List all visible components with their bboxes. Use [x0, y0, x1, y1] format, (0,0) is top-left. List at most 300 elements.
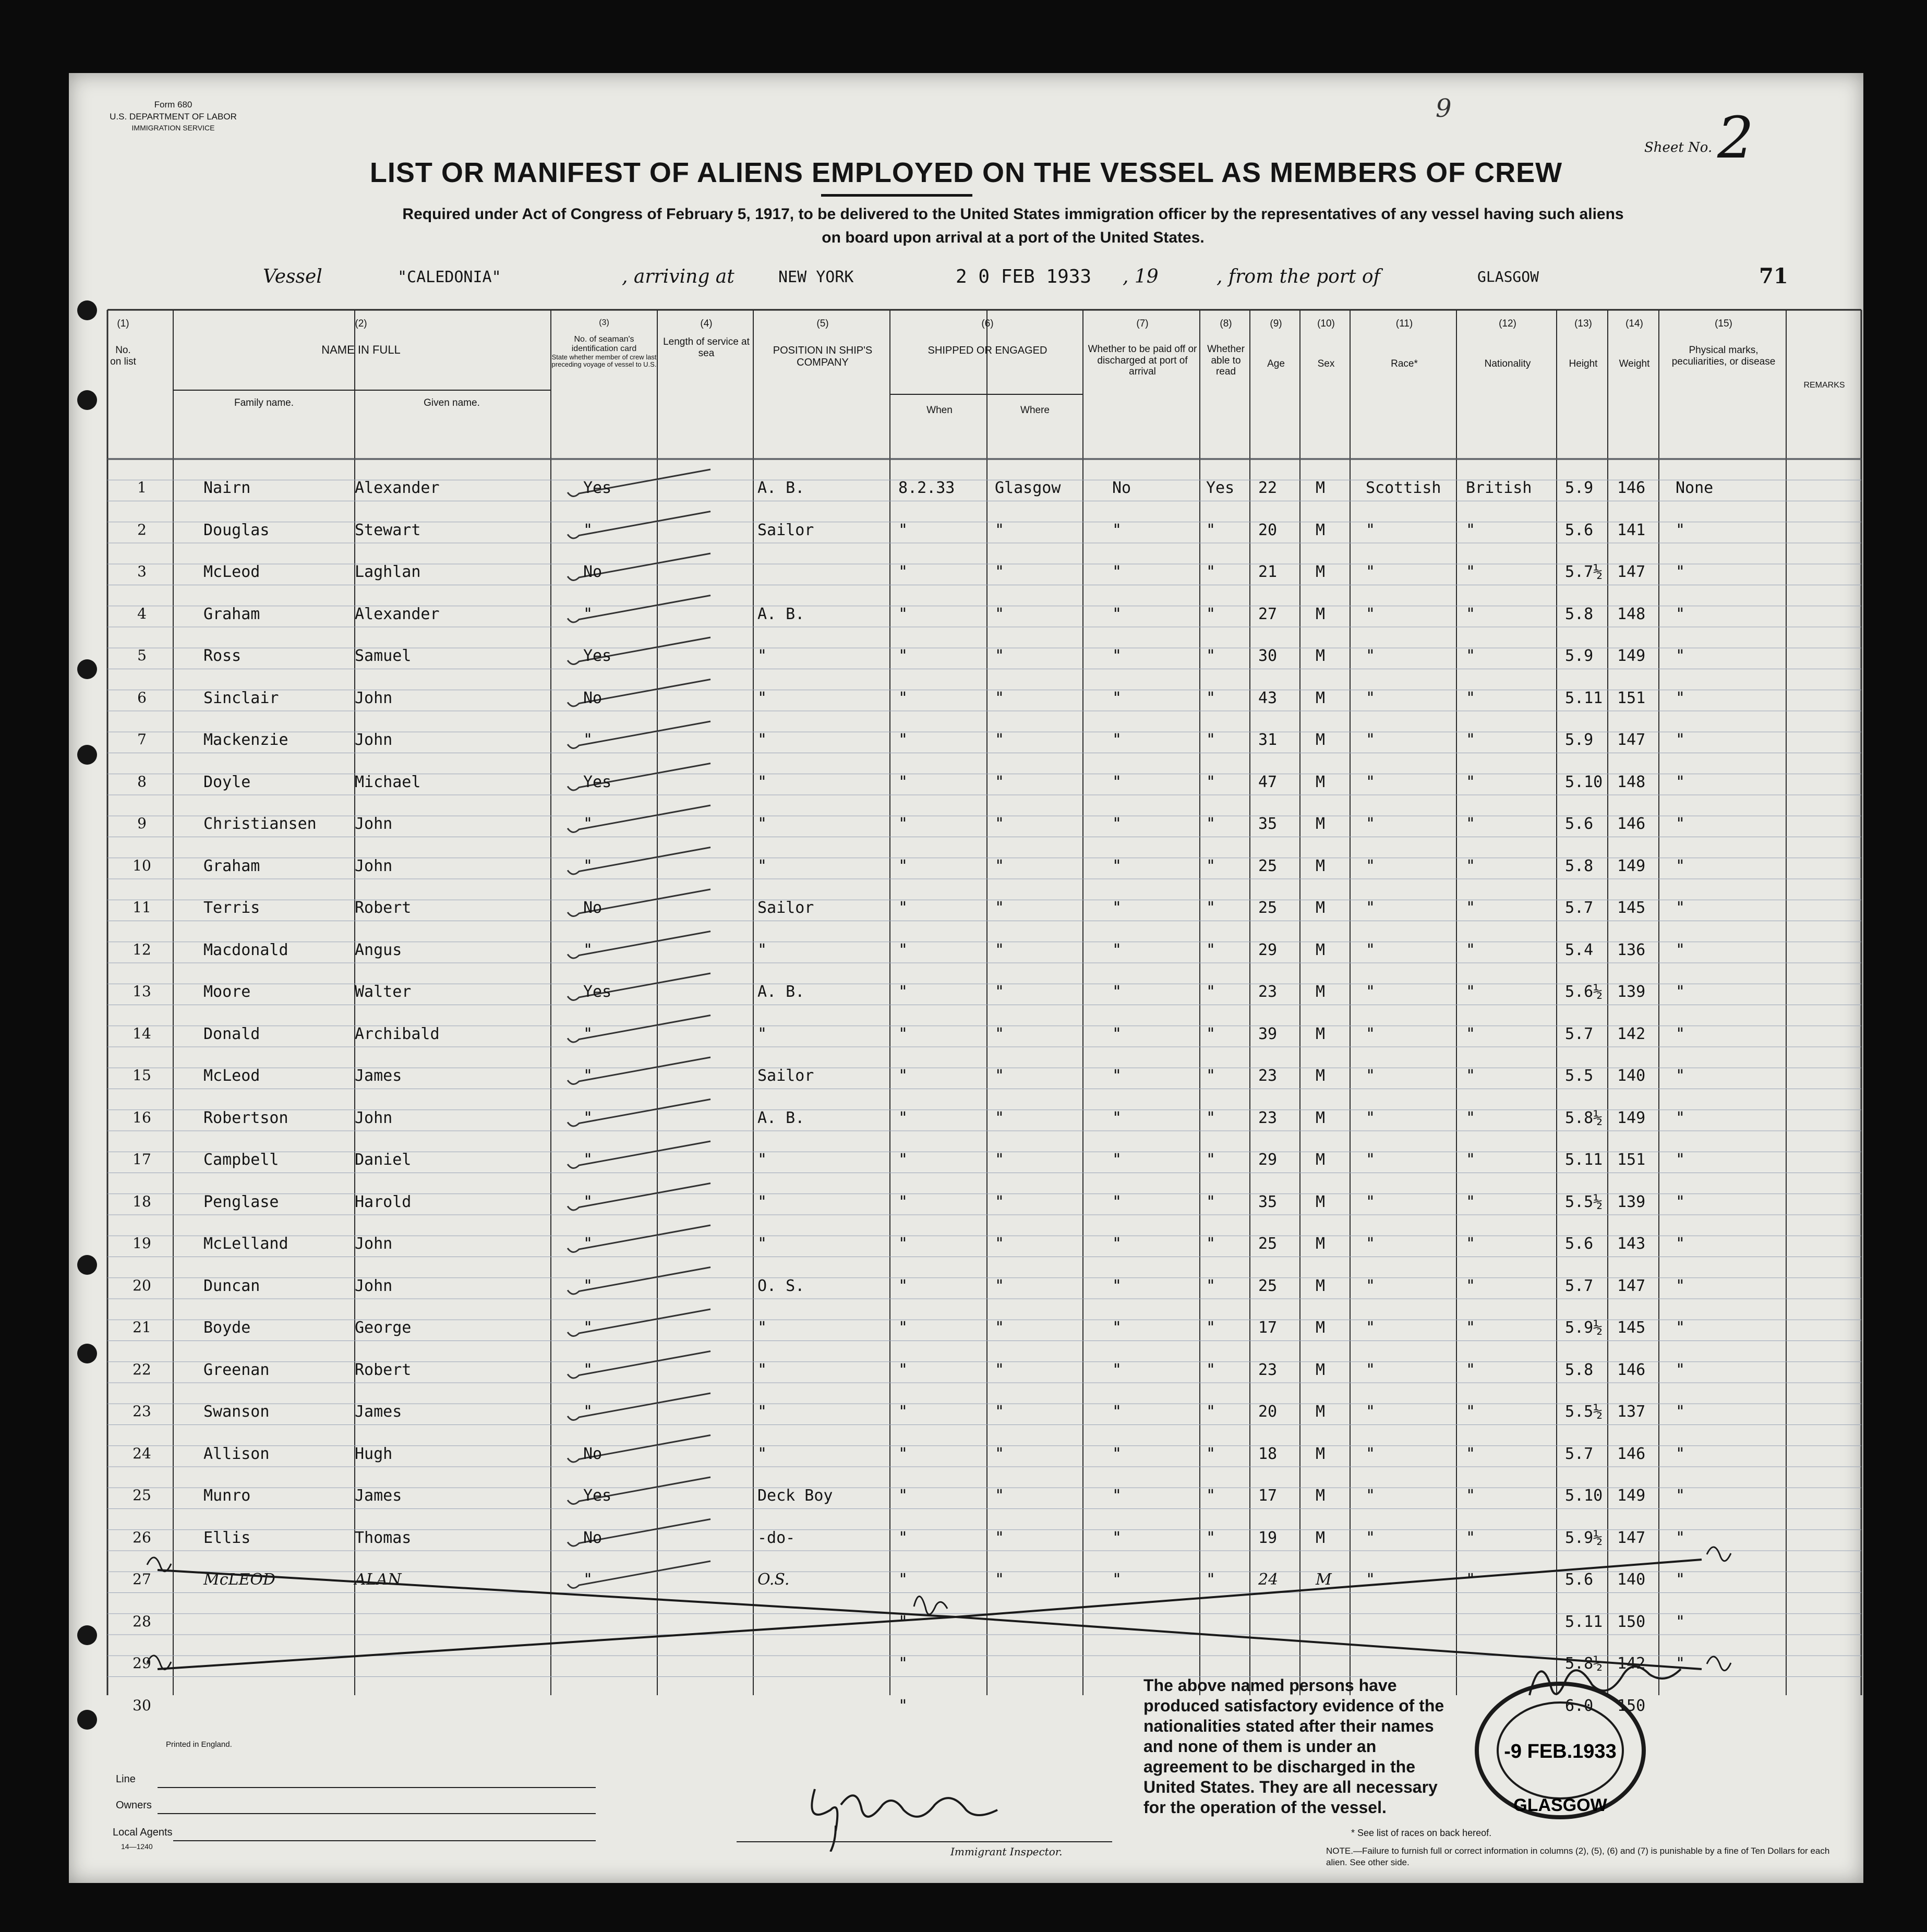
cell-weight: 137	[1617, 1403, 1646, 1421]
cell-family: Graham	[203, 856, 260, 875]
cell-read: "	[1206, 1360, 1216, 1379]
cell-paid: "	[1112, 1151, 1122, 1169]
cell-where: "	[995, 1024, 1005, 1043]
cell-card: "	[583, 1024, 593, 1043]
cell-marks: "	[1676, 1571, 1685, 1589]
col-12-number: (12)	[1499, 318, 1516, 329]
cell-sex: M	[1316, 647, 1326, 665]
subtitle-line-1: Required under Act of Congress of February 5, 1917, to be delivered to the United States immigration officer by the representatives of any vessel having such aliens	[402, 206, 1624, 223]
cell-pos: "	[757, 940, 767, 959]
cell-card: "	[583, 1403, 593, 1421]
page-title: LIST OR MANIFEST OF ALIENS EMPLOYED ON THE VESSEL AS MEMBERS OF CREW	[369, 157, 1563, 188]
cell-height: 5.9	[1565, 731, 1594, 749]
cell-age: 47	[1258, 772, 1278, 791]
col-3-sublabel: State whether member of crew last preceding voyage of vessel to U.S.	[551, 353, 657, 369]
cell-when: "	[898, 1360, 908, 1379]
row-number: 19	[133, 1235, 151, 1252]
cell-nat: "	[1466, 1319, 1476, 1337]
row-number: 20	[133, 1276, 151, 1294]
cell-when: "	[898, 1108, 908, 1127]
cell-sex: M	[1316, 815, 1326, 833]
cell-marks: "	[1676, 647, 1685, 665]
row-number: 16	[133, 1108, 151, 1126]
cell-nat: "	[1466, 940, 1476, 959]
inspector-signature	[799, 1768, 1112, 1852]
cell-given: Harold	[355, 1192, 412, 1211]
col-13-number: (13)	[1574, 318, 1592, 329]
row-number: 25	[133, 1487, 151, 1504]
cell-height: 6.0	[1565, 1696, 1594, 1715]
cell-read: "	[1206, 983, 1216, 1001]
cell-weight: 141	[1617, 521, 1646, 539]
cell-nat: "	[1466, 1151, 1476, 1169]
cell-read: "	[1206, 772, 1216, 791]
line-label: Line	[116, 1773, 136, 1785]
cell-when: "	[898, 521, 908, 539]
cell-age: 35	[1258, 815, 1278, 833]
cell-family: McLelland	[203, 1235, 288, 1253]
cell-card: Yes	[583, 1487, 612, 1505]
cell-weight: 146	[1617, 815, 1646, 833]
cell-card: "	[583, 1192, 593, 1211]
cell-sex: M	[1316, 1235, 1326, 1253]
cell-family: Moore	[203, 983, 251, 1001]
cell-race: "	[1366, 815, 1376, 833]
cell-weight: 150	[1617, 1612, 1646, 1631]
cell-when: "	[898, 1403, 908, 1421]
cell-weight: 136	[1617, 940, 1646, 959]
cell-when: "	[898, 1696, 908, 1715]
year-label: , 19	[1123, 266, 1159, 287]
cell-nat: "	[1466, 1444, 1476, 1463]
cell-card: "	[583, 1276, 593, 1295]
cell-given: Thomas	[355, 1528, 412, 1547]
cell-pos: "	[757, 1235, 767, 1253]
cell-pos: "	[757, 647, 767, 665]
cell-nat: "	[1466, 1571, 1476, 1589]
cell-marks: "	[1676, 1612, 1685, 1631]
cell-when: "	[898, 940, 908, 959]
cell-sex: M	[1316, 772, 1326, 791]
col-10-label: Sex	[1317, 358, 1335, 370]
cell-weight: 142	[1617, 1655, 1646, 1673]
cell-marks: "	[1676, 1444, 1685, 1463]
cell-marks: "	[1676, 983, 1685, 1001]
cell-where: "	[995, 731, 1005, 749]
sheet-label: Sheet No.	[1644, 140, 1713, 155]
cell-marks: "	[1676, 899, 1685, 917]
cell-where: "	[995, 647, 1005, 665]
cell-when: "	[898, 856, 908, 875]
cell-age: 23	[1258, 983, 1278, 1001]
cell-family: McLeod	[203, 563, 260, 581]
cell-race: "	[1366, 1487, 1376, 1505]
cell-card: "	[583, 1235, 593, 1253]
cell-height: 5.5	[1565, 1067, 1594, 1085]
cell-age: 35	[1258, 1192, 1278, 1211]
cell-read: "	[1206, 1444, 1216, 1463]
cell-paid: "	[1112, 1487, 1122, 1505]
agents-code: 14—1240	[121, 1842, 153, 1851]
cell-when: "	[898, 1024, 908, 1043]
cell-weight: 148	[1617, 605, 1646, 623]
cell-given: Alexander	[355, 605, 440, 623]
cell-card: "	[583, 605, 593, 623]
subtitle-line-2: on board upon arrival at a port of the United States.	[822, 229, 1205, 246]
cell-read: "	[1206, 689, 1216, 707]
cell-weight: 151	[1617, 689, 1646, 707]
cell-where: "	[995, 1403, 1005, 1421]
cell-age: 23	[1258, 1067, 1278, 1085]
row-number: 29	[133, 1655, 151, 1672]
cell-paid: "	[1112, 772, 1122, 791]
cell-sex: M	[1316, 1108, 1326, 1127]
form-number: Form 680	[154, 100, 192, 110]
cell-weight: 150	[1617, 1696, 1646, 1715]
cell-family: Christiansen	[203, 815, 317, 833]
cell-weight: 149	[1617, 647, 1646, 665]
cell-card: No	[583, 689, 603, 707]
cell-family: Duncan	[203, 1276, 260, 1295]
row-number: 4	[137, 605, 147, 622]
cell-height: 5.10	[1565, 1487, 1603, 1505]
cell-card: No	[583, 899, 603, 917]
cell-height: 5.7	[1565, 1444, 1594, 1463]
cell-height: 5.9½	[1565, 1528, 1603, 1547]
agents-label: Local Agents	[113, 1827, 173, 1838]
cell-pos: "	[757, 815, 767, 833]
cell-card: Yes	[583, 647, 612, 665]
row-number: 1	[137, 479, 147, 496]
departure-port: GLASGOW	[1477, 268, 1539, 285]
cell-paid: "	[1112, 815, 1122, 833]
col-given-header: Given name.	[424, 397, 480, 408]
cell-age: 29	[1258, 940, 1278, 959]
cell-paid: "	[1112, 899, 1122, 917]
cell-marks: "	[1676, 563, 1685, 581]
cell-pos: "	[757, 689, 767, 707]
cell-sex: M	[1316, 521, 1326, 539]
col-1-number: (1)	[117, 318, 129, 329]
row-number: 28	[133, 1612, 151, 1630]
cell-where: Glasgow	[995, 479, 1061, 497]
printed-note: Printed in England.	[166, 1740, 232, 1749]
cell-sex: M	[1316, 689, 1326, 707]
col-4-label: Length of service at sea	[663, 336, 750, 359]
cell-sex: M	[1316, 1319, 1326, 1337]
cell-where: "	[995, 563, 1005, 581]
cell-age: 23	[1258, 1360, 1278, 1379]
cell-where: "	[995, 521, 1005, 539]
cell-read: "	[1206, 899, 1216, 917]
col-13-label: Height	[1569, 358, 1598, 370]
cell-sex: M	[1316, 940, 1326, 959]
cell-height: 5.11	[1565, 1612, 1603, 1631]
master-signature	[1519, 1648, 1717, 1711]
cell-given: John	[355, 1276, 393, 1295]
cell-paid: "	[1112, 647, 1122, 665]
cell-height: 5.7	[1565, 1024, 1594, 1043]
col-7-label: Whether to be paid off or discharged at port of arrival	[1088, 344, 1197, 377]
cell-height: 5.6½	[1565, 983, 1603, 1001]
cell-age: 30	[1258, 647, 1278, 665]
fine-note: NOTE.—Failure to furnish full or correct information in columns (2), (5), (6) and (7) is punishable by a fine of Ten Dollars for each alien. See other side.	[1326, 1846, 1830, 1868]
cell-age: 25	[1258, 899, 1278, 917]
cell-weight: 146	[1617, 1444, 1646, 1463]
row-number: 18	[133, 1192, 151, 1210]
cell-card: "	[583, 1319, 593, 1337]
arrival-date: 2 0 FEB 1933	[956, 266, 1092, 287]
cell-pos: A. B.	[757, 983, 805, 1001]
cell-when: "	[898, 1655, 908, 1673]
cell-given: Daniel	[355, 1151, 412, 1169]
cell-given: John	[355, 1235, 393, 1253]
cell-marks: "	[1676, 1276, 1685, 1295]
cell-nat: "	[1466, 1192, 1476, 1211]
cell-card: "	[583, 1360, 593, 1379]
cell-card: "	[583, 521, 593, 539]
cell-marks: "	[1676, 1655, 1685, 1673]
col-2-label: NAME IN FULL	[321, 343, 401, 357]
service: IMMIGRATION SERVICE	[131, 123, 215, 132]
cell-where: "	[995, 1444, 1005, 1463]
cell-read: "	[1206, 731, 1216, 749]
cell-paid: "	[1112, 1319, 1122, 1337]
cell-given: Robert	[355, 1360, 412, 1379]
col-12-label: Nationality	[1484, 358, 1531, 370]
cell-pos: O. S.	[757, 1276, 805, 1295]
cell-given: James	[355, 1403, 402, 1421]
col-5-label: POSITION IN SHIP'S COMPANY	[773, 345, 873, 368]
cell-height: 5.7	[1565, 899, 1594, 917]
row-number: 26	[133, 1528, 151, 1546]
cell-read: "	[1206, 1067, 1216, 1085]
cell-sex: M	[1316, 1528, 1326, 1547]
cell-read: "	[1206, 1528, 1216, 1547]
cell-nat: "	[1466, 1276, 1476, 1295]
row-number: 30	[133, 1696, 151, 1714]
cell-where: "	[995, 1360, 1005, 1379]
col-1-label: No. on list	[110, 345, 136, 367]
cell-pos: "	[757, 1151, 767, 1169]
cell-race: "	[1366, 1192, 1376, 1211]
sheet-number: 2	[1717, 104, 1754, 171]
cell-age: 17	[1258, 1487, 1278, 1505]
cell-paid: "	[1112, 1528, 1122, 1547]
cell-given: John	[355, 815, 393, 833]
row-number: 6	[137, 689, 147, 706]
vessel-name: "CALEDONIA"	[398, 268, 501, 286]
col-7-number: (7)	[1136, 318, 1149, 329]
cell-family: Munro	[203, 1487, 251, 1505]
row-number: 11	[133, 899, 151, 916]
cell-when: "	[898, 605, 908, 623]
cell-marks: "	[1676, 1235, 1685, 1253]
cell-read: "	[1206, 856, 1216, 875]
cell-marks: "	[1676, 1192, 1685, 1211]
cell-where: "	[995, 605, 1005, 623]
page-number: 71	[1759, 264, 1788, 288]
cell-pos: Sailor	[757, 899, 814, 917]
cell-where: "	[995, 1151, 1005, 1169]
cell-given: John	[355, 856, 393, 875]
arriving-label: , arriving at	[622, 266, 734, 287]
cell-weight: 140	[1617, 1571, 1646, 1589]
cell-given: Archibald	[355, 1024, 440, 1043]
cell-marks: "	[1676, 605, 1685, 623]
cell-card: "	[583, 1571, 593, 1589]
cell-weight: 151	[1617, 1151, 1646, 1169]
cell-marks: "	[1676, 1360, 1685, 1379]
cell-age: 20	[1258, 1403, 1278, 1421]
department: U.S. DEPARTMENT OF LABOR	[110, 111, 237, 122]
cell-pos: A. B.	[757, 605, 805, 623]
col-3-label: No. of seaman's identification card	[571, 334, 637, 353]
col-4-number: (4)	[700, 318, 713, 329]
cell-age: 39	[1258, 1024, 1278, 1043]
page-mark: 9	[1436, 94, 1452, 123]
row-number: 23	[133, 1403, 151, 1420]
cell-when: 8.2.33	[898, 479, 955, 497]
cell-paid: "	[1112, 521, 1122, 539]
cell-family: Nairn	[203, 479, 251, 497]
cell-card: "	[583, 815, 593, 833]
cell-where: "	[995, 1319, 1005, 1337]
cell-sex: M	[1316, 563, 1326, 581]
cell-race: "	[1366, 772, 1376, 791]
cell-given: Angus	[355, 940, 402, 959]
owners-label: Owners	[116, 1800, 152, 1811]
col-11-label: Race*	[1391, 358, 1418, 370]
cell-where: "	[995, 899, 1005, 917]
col-6-number: (6)	[981, 318, 994, 329]
row-number: 21	[133, 1319, 151, 1336]
cell-given: Michael	[355, 772, 421, 791]
cell-where: "	[995, 1487, 1005, 1505]
cell-race: "	[1366, 1235, 1376, 1253]
cell-marks: "	[1676, 1067, 1685, 1085]
cell-family: Penglase	[203, 1192, 279, 1211]
cell-paid: "	[1112, 563, 1122, 581]
cell-card: No	[583, 1444, 603, 1463]
cell-age: 25	[1258, 1235, 1278, 1253]
cell-race: "	[1366, 856, 1376, 875]
cell-nat: "	[1466, 563, 1476, 581]
cell-weight: 149	[1617, 856, 1646, 875]
col-5-number: (5)	[816, 318, 829, 329]
cell-pos: "	[757, 1319, 767, 1337]
cell-height: 5.8½	[1565, 1108, 1603, 1127]
cell-marks: "	[1676, 1487, 1685, 1505]
cell-read: "	[1206, 940, 1216, 959]
line-rule	[158, 1787, 596, 1788]
cell-weight: 145	[1617, 1319, 1646, 1337]
cell-marks: "	[1676, 940, 1685, 959]
cell-race: "	[1366, 647, 1376, 665]
cell-card: No	[583, 563, 603, 581]
cell-paid: "	[1112, 1108, 1122, 1127]
cell-nat: British	[1466, 479, 1532, 497]
cell-nat: "	[1466, 856, 1476, 875]
col-11-number: (11)	[1395, 318, 1413, 329]
cell-height: 5.7	[1565, 1276, 1594, 1295]
cell-race: "	[1366, 940, 1376, 959]
cell-family: McLEOD	[203, 1571, 275, 1589]
cell-nat: "	[1466, 1403, 1476, 1421]
cell-marks: None	[1676, 479, 1714, 497]
cell-height: 5.11	[1565, 1151, 1603, 1169]
cell-marks: "	[1676, 689, 1685, 707]
cell-race: "	[1366, 563, 1376, 581]
cell-pos: O.S.	[757, 1571, 790, 1589]
cell-family: Allison	[203, 1444, 270, 1463]
cell-paid: "	[1112, 689, 1122, 707]
cell-nat: "	[1466, 815, 1476, 833]
cell-paid: "	[1112, 1403, 1122, 1421]
cell-where: "	[995, 1235, 1005, 1253]
cell-age: 19	[1258, 1528, 1278, 1547]
cell-weight: 145	[1617, 899, 1646, 917]
row-number: 22	[133, 1360, 151, 1378]
cell-card: "	[583, 940, 593, 959]
inspector-label: Immigrant Inspector.	[950, 1845, 1063, 1858]
cell-pos: Sailor	[757, 1067, 814, 1085]
cell-race: "	[1366, 1024, 1376, 1043]
manifest-sheet	[69, 73, 1863, 1883]
cell-sex: M	[1316, 1192, 1326, 1211]
cell-height: 5.6	[1565, 815, 1594, 833]
cell-given: James	[355, 1067, 402, 1085]
cell-height: 5.8½	[1565, 1655, 1603, 1673]
cell-family: Terris	[203, 899, 260, 917]
arrival-port: NEW YORK	[778, 268, 854, 286]
cell-weight: 140	[1617, 1067, 1646, 1085]
races-note: * See list of races on back hereof.	[1351, 1828, 1492, 1838]
cell-family: Ross	[203, 647, 242, 665]
cell-sex: M	[1316, 1487, 1326, 1505]
cell-age: 20	[1258, 521, 1278, 539]
col-3-number: (3)	[599, 318, 609, 327]
col-when-header: When	[926, 405, 953, 416]
cell-sex: M	[1316, 1360, 1326, 1379]
agents-rule	[173, 1840, 596, 1841]
cell-where: "	[995, 856, 1005, 875]
cell-when: "	[898, 731, 908, 749]
cell-read: "	[1206, 1151, 1216, 1169]
cell-age: 17	[1258, 1319, 1278, 1337]
cell-given: George	[355, 1319, 412, 1337]
cell-when: "	[898, 1444, 908, 1463]
cell-nat: "	[1466, 899, 1476, 917]
row-number: 3	[137, 563, 147, 580]
cell-nat: "	[1466, 1528, 1476, 1547]
cell-nat: "	[1466, 605, 1476, 623]
cell-height: 5.8	[1565, 856, 1594, 875]
col-where-header: Where	[1020, 405, 1050, 416]
cell-where: "	[995, 1276, 1005, 1295]
cell-height: 5.9½	[1565, 1319, 1603, 1337]
cell-race: "	[1366, 1067, 1376, 1085]
inspector-rule	[737, 1841, 1112, 1842]
cell-family: Greenan	[203, 1360, 270, 1379]
cell-paid: "	[1112, 1360, 1122, 1379]
cell-family: Douglas	[203, 521, 270, 539]
cell-pos: "	[757, 772, 767, 791]
cell-race: "	[1366, 605, 1376, 623]
cell-weight: 148	[1617, 772, 1646, 791]
cell-family: Macdonald	[203, 940, 288, 959]
cell-height: 5.5½	[1565, 1403, 1603, 1421]
